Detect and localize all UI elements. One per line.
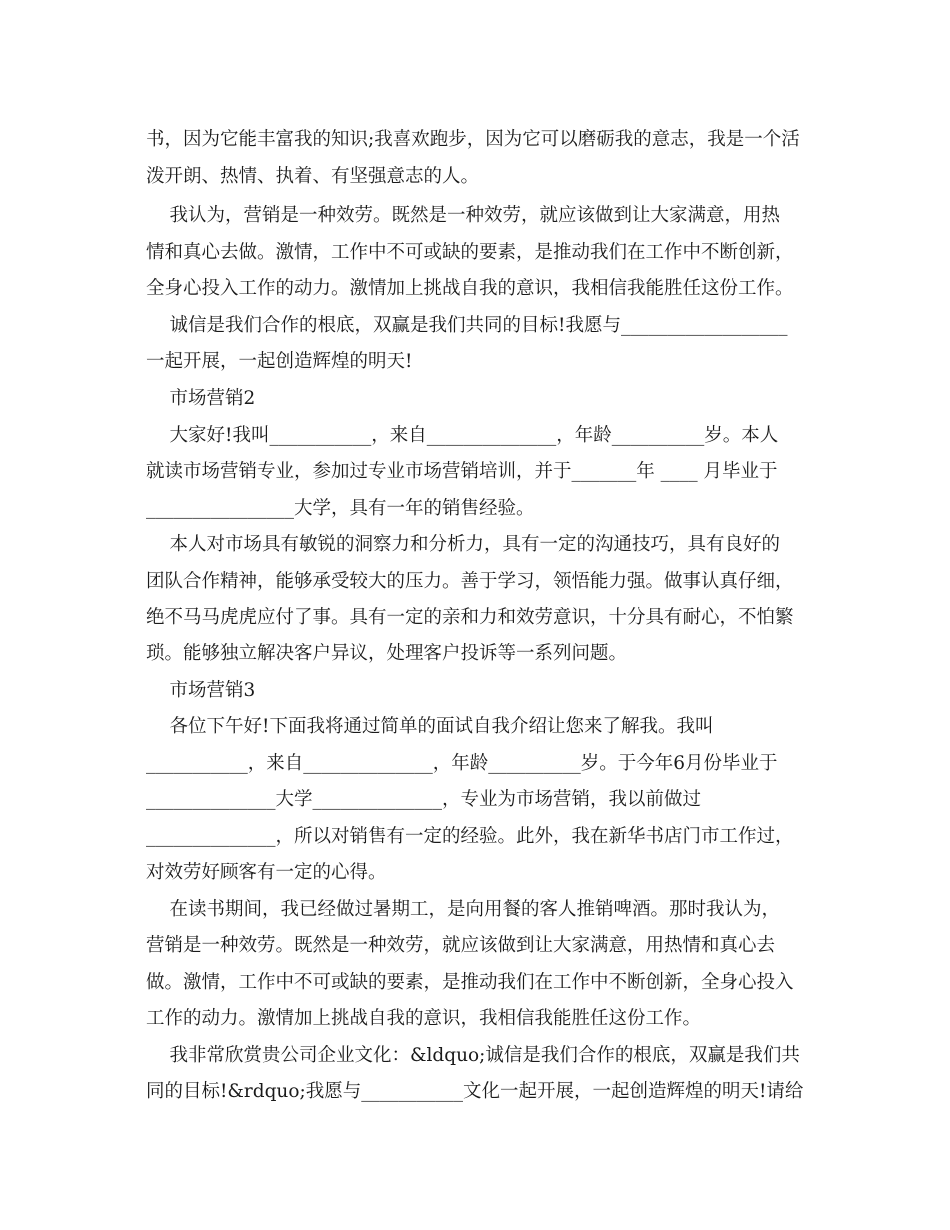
text-line: 工作的动力。激情加上挑战自我的意识，我相信我能胜任这份工作。 xyxy=(146,1008,702,1029)
text-line: 做。激情，工作中不可或缺的要素，是推动我们在工作中不断创新，全身心投入 xyxy=(146,972,794,993)
text-line: 大家好!我叫___________，来自______________，年龄__________岁。本人 xyxy=(146,425,779,446)
text-line: 书，因为它能丰富我的知识;我喜欢跑步，因为它可以磨砺我的意志，我是一个活 xyxy=(146,129,800,150)
text-line: 我非常欣赏贵公司企业文化：&ldquo;诚信是我们合作的根底，双赢是我们共 xyxy=(146,1045,800,1066)
text-line: 绝不马马虎虎应付了事。具有一定的亲和力和效劳意识，十分具有耐心，不怕繁 xyxy=(146,607,794,628)
text-line: 在读书期间，我已经做过暑期工，是向用餐的客人推销啤酒。那时我认为， xyxy=(146,899,781,920)
text-line: 一起开展，一起创造辉煌的明天! xyxy=(146,351,413,372)
text-line: 团队合作精神，能够承受较大的压力。善于学习，领悟能力强。做事认真仔细， xyxy=(146,571,794,592)
section-heading: 市场营销3 xyxy=(146,680,256,701)
text-line: 诚信是我们合作的根底，双赢是我们共同的目标!我愿与__________________ xyxy=(146,315,788,336)
text-line: 我认为，营销是一种效劳。既然是一种效劳，就应该做到让大家满意，用热 xyxy=(146,205,781,226)
text-line: ______________，所以对销售有一定的经验。此外，我在新华书店门市工作过， xyxy=(146,826,794,847)
text-line: 营销是一种效劳。既然是一种效劳，就应该做到让大家满意，用热情和真心去 xyxy=(146,935,776,956)
text-line: ______________大学______________，专业为市场营销，我以前做过 xyxy=(146,789,702,810)
text-line: 全身心投入工作的动力。激情加上挑战自我的意识，我相信我能胜任这份工作。 xyxy=(146,278,794,299)
text-line: ___________，来自______________，年龄__________岁。于今年6月份毕业于 xyxy=(146,753,778,774)
text-line: ________________大学，具有一年的销售经验。 xyxy=(146,498,535,519)
text-line: 同的目标!&rdquo;我愿与___________文化一起开展，一起创造辉煌的明天!请给 xyxy=(146,1081,804,1102)
text-line: 就读市场营销专业，参加过专业市场营销培训，并于_______年 ____ 月毕业于 xyxy=(146,461,778,482)
text-line: 情和真心去做。激情，工作中不可或缺的要素，是推动我们在工作中不断创新， xyxy=(146,242,794,263)
section-heading: 市场营销2 xyxy=(146,388,256,409)
text-line: 琐。能够独立解决客户异议，处理客户投诉等一系列问题。 xyxy=(146,643,628,664)
text-line: 本人对市场具有敏锐的洞察力和分析力，具有一定的沟通技巧，具有良好的 xyxy=(146,534,781,555)
text-line: 各位下午好!下面我将通过简单的面试自我介绍让您来了解我。我叫 xyxy=(146,716,714,737)
text-line: 泼开朗、热情、执着、有坚强意志的人。 xyxy=(146,166,480,187)
text-line: 对效劳好顾客有一定的心得。 xyxy=(146,862,387,883)
